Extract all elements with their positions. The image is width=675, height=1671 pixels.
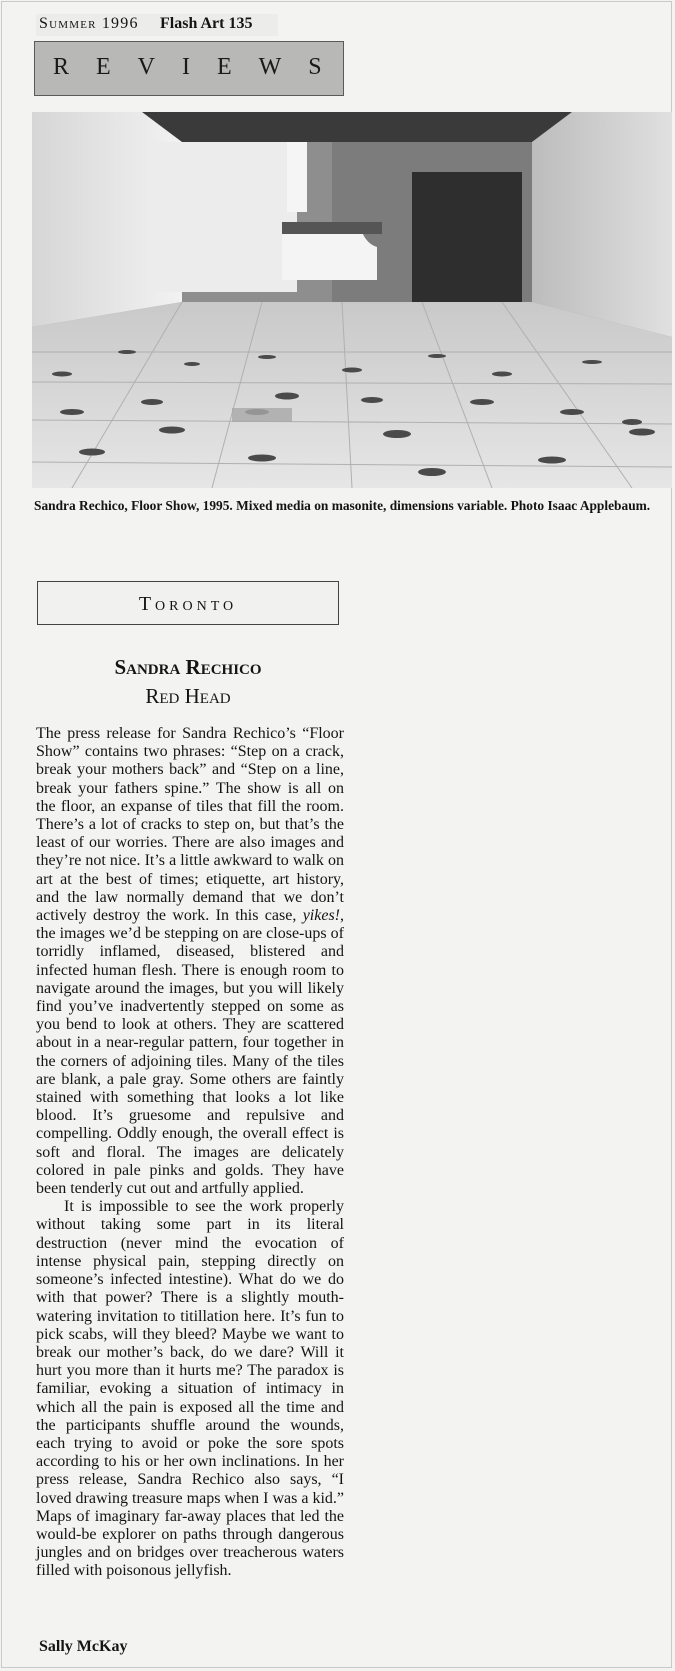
paragraph-1-part-b: , the images we’d be stepping on are close-ups of torridly inflamed, diseased, blistered and infected human flesh. There is enough room to navigate around the images, but you will likely find you’ve inadvertently stepped on some as you bend to look at others. They are scattered about in a near-regular pattern, four together in the corners of adjoining tiles. Many of the tiles are blank, a pale gray. Some others are faintly stained with something that looks a lot like blood. It’s gruesome and repulsive and compelling. Oddly enough, the overall effect is soft and floral. The images are delicately colored in pale pinks and golds. They have been tenderly cut out and artfully applied. bbox=[36, 907, 344, 1198]
gallery-floor-photo bbox=[32, 112, 672, 488]
paragraph-1 bbox=[36, 725, 344, 1198]
photo-caption: Sandra Rechico, Floor Show, 1995. Mixed media on masonite, dimensions variable. Photo Isaac Applebaum. bbox=[34, 498, 651, 513]
issue-date: Summer 1996 bbox=[39, 15, 139, 32]
photo-illustration bbox=[32, 112, 672, 488]
artist-name: Sandra Rechico bbox=[114, 655, 262, 679]
section-title: REVIEWS bbox=[53, 54, 349, 80]
magazine-issue: Flash Art 135 bbox=[160, 15, 253, 32]
paragraph-2: It is impossible to see the work properly without taking some part in its literal destruction (never mind the evocation of intense physical pain, stepping directly on someone’s infected intestine). What do we do with that power? There is a slightly mouth-watering invitation to titillation here. It’s fun to pick scabs, will they bleed? Maybe we want to break our mother’s back, do we dare? Will it hurt you more than it hurts me? The paradox is familiar, evoking a situation of intimacy in which all the pain is exposed all the time and the participants shuffle around the wounds, each trying to avoid or poke the sore spots according to his or her own inclinations. In her press release, Sandra Rechico also says, “I loved drawing treasure maps when I was a kid.” Maps of imaginary far-away places that led the would-be explorer on paths through dangerous jungles and on bridges over treacherous waters filled with poisonous jellyfish. bbox=[36, 1198, 344, 1580]
paragraph-1-part-a: The press release for Sandra Rechico’s “Floor Show” contains two phrases: “Step on a crack, break your mothers back” and “Step on a line, break your fathers spine.” The show is all on the floor, an expanse of tiles that fill the room. There’s a lot of cracks to step on, but that’s the least of our worries. There are also images and they’re not nice. It’s a little awkward to walk on art at the best of times; etiquette, art history, and the law normally demand that we don’t actively destroy the work. In this case, bbox=[36, 725, 344, 925]
author-byline: Sally McKay bbox=[39, 1638, 128, 1655]
exhibition-title: Red Head bbox=[145, 684, 231, 708]
section-banner bbox=[34, 41, 349, 96]
review-body bbox=[36, 725, 344, 1581]
city-heading-box bbox=[37, 581, 339, 625]
city-heading: Toronto bbox=[138, 593, 238, 615]
paragraph-1-emphasis: yikes! bbox=[302, 907, 340, 925]
